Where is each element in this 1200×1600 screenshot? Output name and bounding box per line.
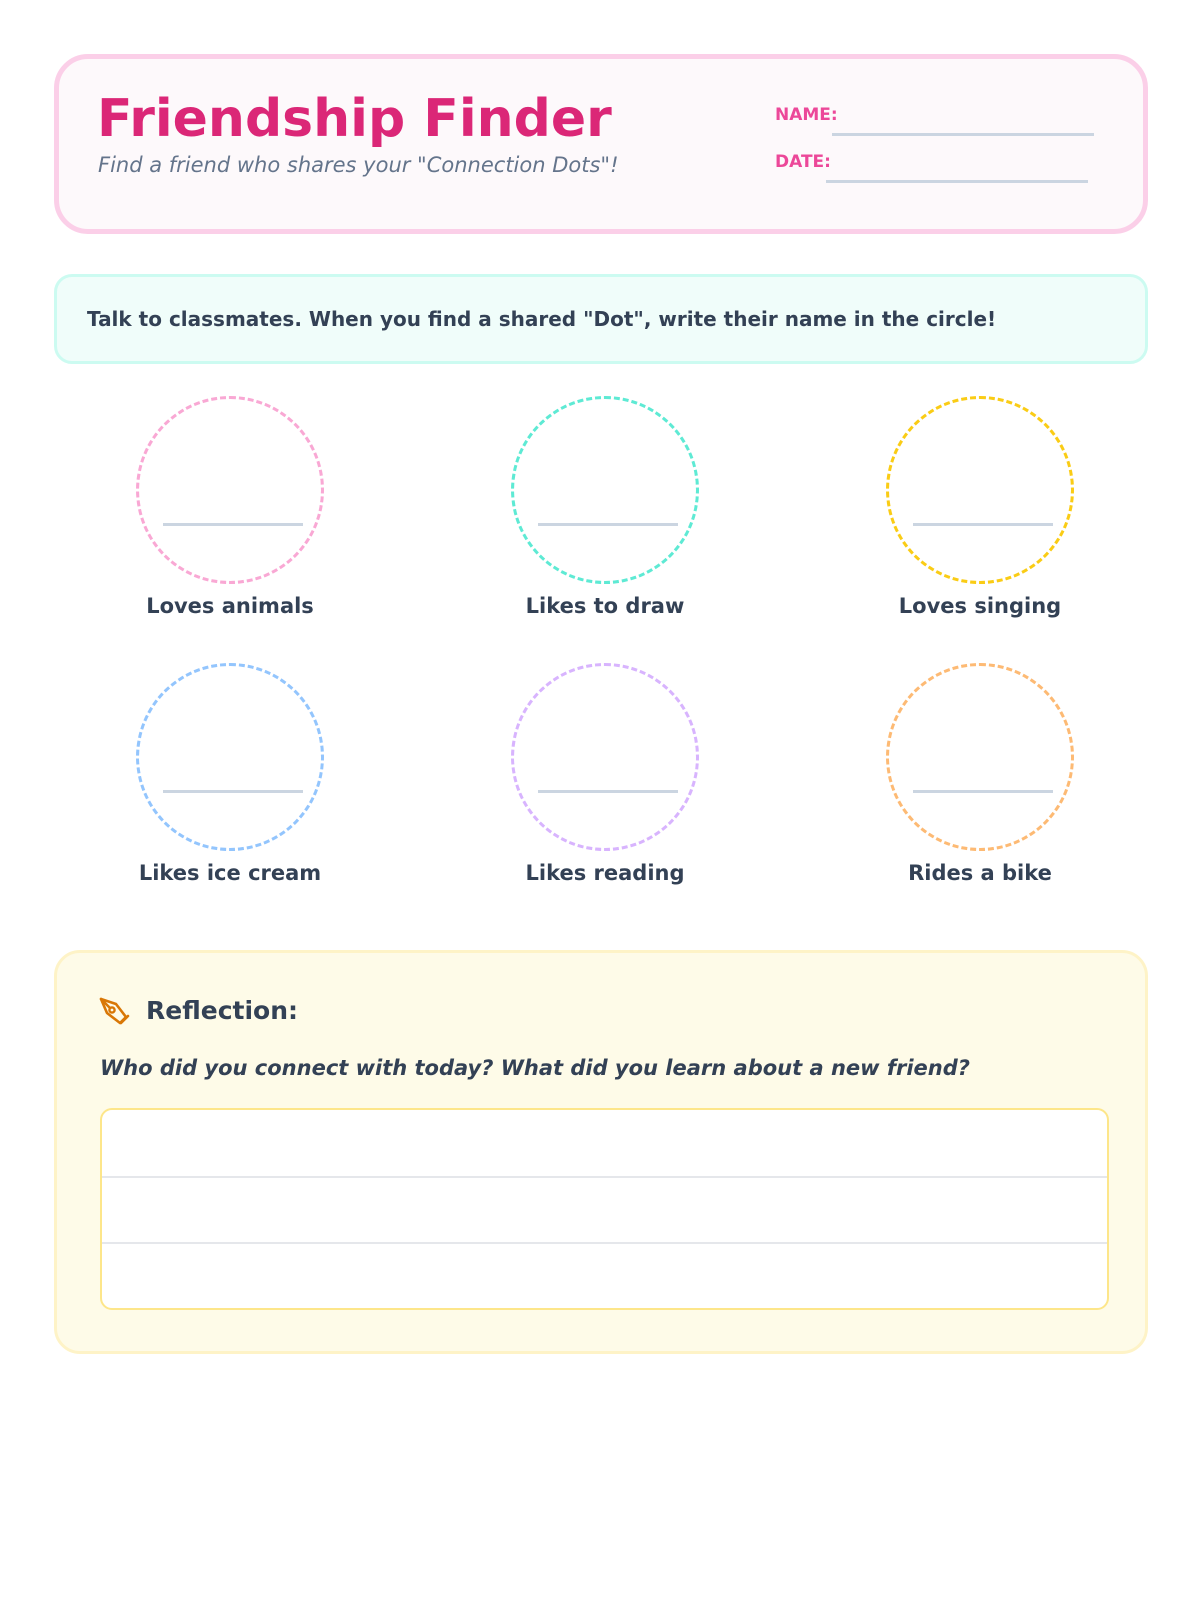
instructions-box: [54, 274, 1148, 364]
instructions-text: Talk to classmates. When you find a shared "Dot", write their name in the circle!: [87, 307, 997, 331]
dot-circle[interactable]: [886, 396, 1074, 584]
dot-circle[interactable]: [136, 396, 324, 584]
dot-circle[interactable]: [136, 663, 324, 851]
dot-name-line[interactable]: [913, 790, 1053, 793]
dot-label: Likes reading: [525, 861, 685, 885]
reflection-heading: Reflection:: [146, 996, 299, 1025]
connection-dot-likes-reading: [415, 663, 795, 903]
dot-label: Rides a bike: [908, 861, 1052, 885]
name-label: NAME:: [775, 105, 838, 125]
connection-dot-loves-animals: [40, 396, 420, 636]
date-field-line[interactable]: [826, 180, 1088, 183]
connection-dot-likes-to-draw: [415, 396, 795, 636]
connection-dot-likes-ice-cream: [40, 663, 420, 903]
dot-circle[interactable]: [511, 663, 699, 851]
answer-line: [102, 1176, 1107, 1178]
page-title: Friendship Finder: [97, 89, 612, 149]
date-label: DATE:: [775, 152, 831, 172]
dot-circle[interactable]: [886, 663, 1074, 851]
reflection-answer-box[interactable]: [100, 1108, 1109, 1310]
worksheet-header: [54, 54, 1148, 234]
dot-label: Likes ice cream: [138, 861, 322, 885]
pen-nib-icon: [98, 995, 132, 1029]
dot-name-line[interactable]: [163, 523, 303, 526]
dot-name-line[interactable]: [538, 790, 678, 793]
dot-label: Loves singing: [898, 594, 1062, 618]
dot-circle[interactable]: [511, 396, 699, 584]
reflection-panel: [54, 950, 1148, 1354]
dot-name-line[interactable]: [913, 523, 1053, 526]
connection-dot-rides-a-bike: [790, 663, 1170, 903]
dot-name-line[interactable]: [163, 790, 303, 793]
name-field-line[interactable]: [832, 133, 1094, 136]
dot-name-line[interactable]: [538, 523, 678, 526]
answer-line: [102, 1242, 1107, 1244]
dot-label: Likes to draw: [525, 594, 685, 618]
reflection-question: Who did you connect with today? What did you learn about a new friend?: [100, 1056, 970, 1080]
dot-label: Loves animals: [146, 594, 314, 618]
page-subtitle: Find a friend who shares your "Connection Dots"!: [98, 153, 619, 177]
connection-dot-loves-singing: [790, 396, 1170, 636]
